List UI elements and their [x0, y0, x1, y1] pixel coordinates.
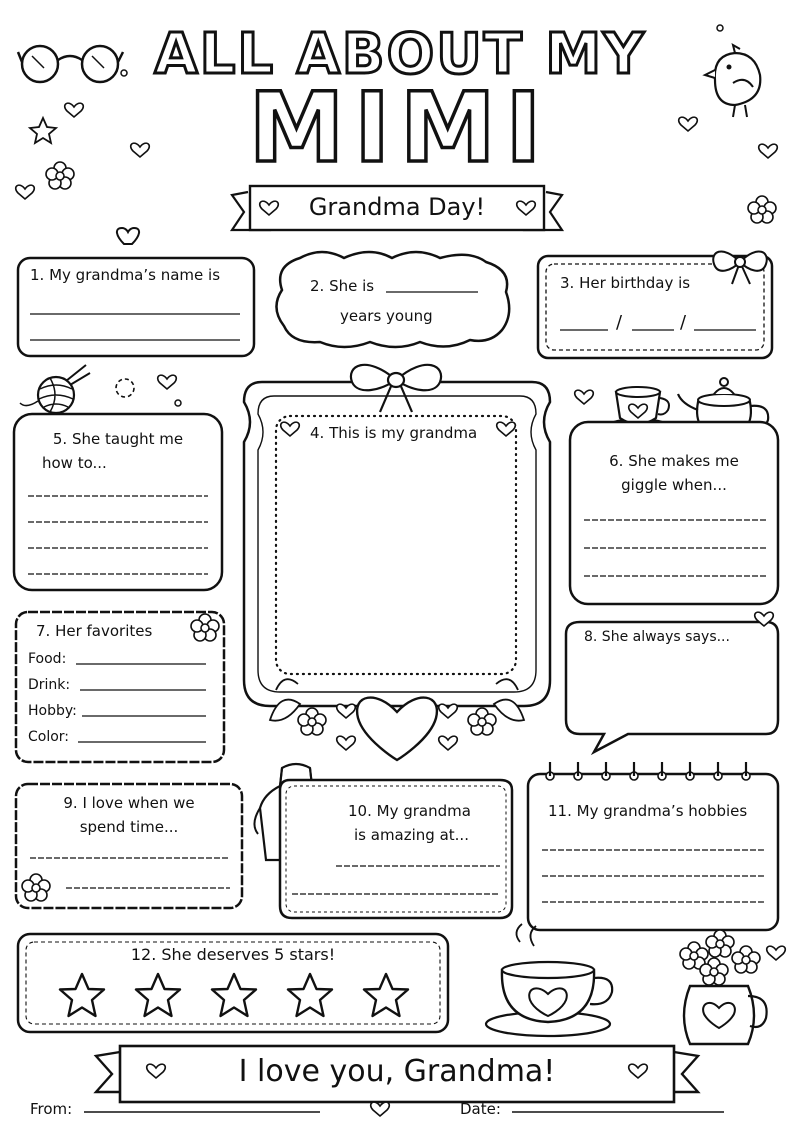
- glasses-icon: [18, 46, 123, 82]
- q4-label: 4. This is my grandma: [310, 424, 478, 442]
- box-2-frame: [276, 252, 509, 347]
- heart-icon: [575, 390, 594, 404]
- q2-label: 2. She is: [310, 277, 375, 295]
- heart-icon: [131, 143, 150, 157]
- page-title: ALL ABOUT MY: [154, 22, 646, 87]
- heart-icon: [371, 1102, 390, 1116]
- flower-vase-icon: [680, 930, 767, 1044]
- q8-label: 8. She always says...: [584, 629, 730, 645]
- q7-field-drink: Drink:: [28, 677, 71, 693]
- q11-label: 11. My grandma’s hobbies: [548, 802, 748, 820]
- from-label: From:: [30, 1100, 73, 1118]
- q9-label: 9. I love when we: [63, 794, 195, 812]
- q6-label-2: giggle when...: [621, 476, 727, 494]
- heart-icon: [759, 144, 778, 158]
- q2-label-2: years young: [340, 307, 433, 325]
- q3-separator-2: /: [680, 312, 687, 333]
- q10-label-2: is amazing at...: [354, 826, 469, 844]
- heart-icon: [65, 103, 84, 117]
- flower-icon: [46, 162, 74, 189]
- heart-icon: [767, 946, 786, 960]
- teacup-icon: [486, 924, 612, 1036]
- q3-label: 3. Her birthday is: [560, 274, 691, 292]
- heart-icon: [16, 185, 35, 199]
- q7-field-food: Food:: [28, 651, 67, 667]
- q7-field-color: Color:: [28, 729, 70, 745]
- footer-banner-text: I love you, Grandma!: [238, 1054, 556, 1089]
- date-label: Date:: [460, 1100, 501, 1118]
- star-icon: [30, 118, 56, 143]
- q5-label-2: how to...: [42, 454, 107, 472]
- q12-label: 12. She deserves 5 stars!: [130, 945, 336, 964]
- q3-separator-1: /: [616, 312, 623, 333]
- flower-icon: [748, 196, 776, 223]
- q5-label: 5. She taught me: [52, 430, 184, 448]
- q10-label: 10. My grandma: [348, 802, 471, 820]
- heart-icon: [679, 117, 698, 131]
- q7-label: 7. Her favorites: [36, 622, 153, 640]
- bird-icon: [705, 45, 760, 117]
- q6-label: 6. She makes me: [609, 452, 739, 470]
- box-1-frame: [18, 228, 254, 356]
- yarn-ball-icon: [20, 365, 90, 413]
- q9-label-2: spend time...: [79, 818, 179, 836]
- heart-icon: [158, 375, 177, 389]
- page-title-name: MIMI: [248, 72, 552, 184]
- q7-field-hobby: Hobby:: [28, 703, 77, 719]
- banner-title: Grandma Day!: [308, 193, 486, 221]
- q1-label: 1. My grandma’s name is: [30, 266, 221, 284]
- box-11-frame: [528, 762, 778, 930]
